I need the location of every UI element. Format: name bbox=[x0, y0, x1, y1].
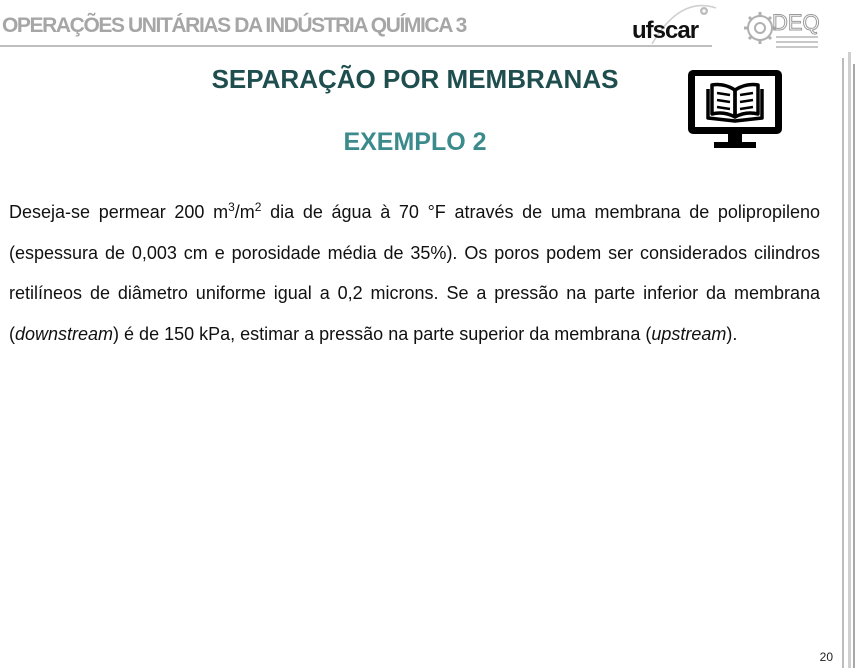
slide-title: SEPARAÇÃO POR MEMBRANAS bbox=[211, 64, 619, 94]
header-divider bbox=[0, 45, 712, 47]
slide-subtitle: EXEMPLO 2 bbox=[343, 128, 487, 156]
ufscar-logo-text: ufscar bbox=[632, 17, 699, 44]
problem-statement: Deseja-se permear 200 $m^3/m^2$ dia de água à 70 °F através de uma membrana de polipropileno (espessura de 0,003 cm e porosidade média de 35%). Os poros podem ser considerados cilindros retilíneos de diâmetro uniforme igual a 0,2 microns. Se a pressão na parte inferior da membrana (downstream) é de 150 kPa, estimar a pressão na parte superior da membrana (upstream). bbox=[9, 200, 820, 344]
page-number: 20 bbox=[819, 650, 833, 664]
deq-logo-text: DEQ bbox=[772, 10, 820, 35]
right-border-bar bbox=[853, 64, 855, 668]
course-title: OPERAÇÕES UNITÁRIAS DA INDÚSTRIA QUÍMICA 3 bbox=[2, 14, 466, 37]
right-border-bar bbox=[842, 58, 844, 668]
right-border-bar bbox=[848, 52, 851, 668]
deq-logo bbox=[742, 6, 824, 50]
ufscar-logo bbox=[630, 4, 722, 54]
